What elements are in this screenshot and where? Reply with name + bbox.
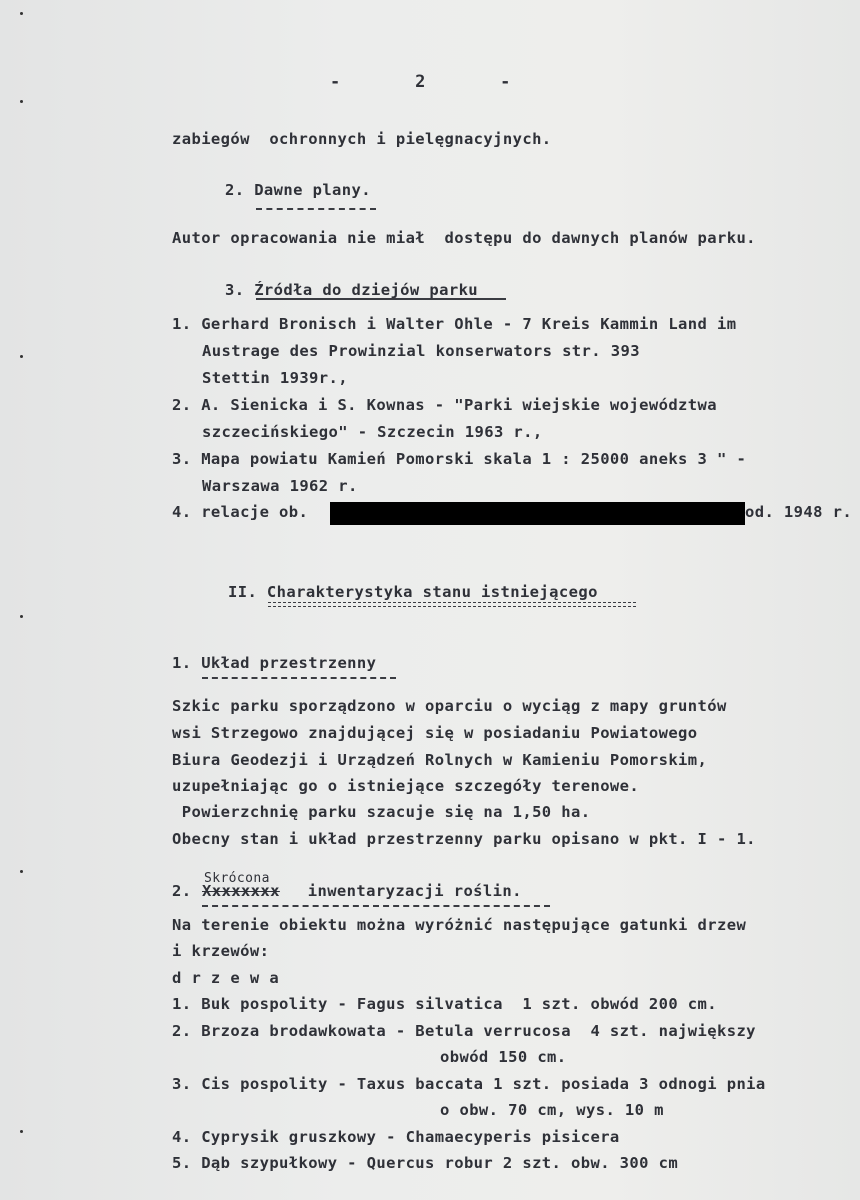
text-line: Szkic parku sporządzono w oparciu o wyciąg z mapy gruntów — [172, 697, 727, 715]
tree-item: 4. Cyprysik gruszkowy - Chamaecyperis pisicera — [172, 1128, 620, 1146]
tree-item: 5. Dąb szypułkowy - Quercus robur 2 szt. obw. 300 cm — [172, 1154, 679, 1172]
underline — [202, 905, 550, 907]
source-item-cont: Austrage des Prowinzial konserwators str. 393 — [202, 342, 640, 360]
punch-mark — [20, 870, 23, 873]
underline — [256, 208, 376, 210]
punch-mark — [20, 355, 23, 358]
subheading: 1. Układ przestrzenny — [172, 654, 377, 672]
source-item: 4. relacje ob. — [172, 503, 309, 521]
source-item-cont: Warszawa 1962 r. — [202, 477, 358, 495]
subheading-number: 2. — [172, 882, 192, 900]
text-line: zabiegów ochronnych i pielęgnacyjnych. — [172, 130, 552, 148]
punch-mark — [20, 100, 23, 103]
text-line: uzupełniając go o istniejące szczegóły terenowe. — [172, 777, 640, 795]
tree-item: 2. Brzoza brodawkowata - Betula verrucosa 4 szt. największy — [172, 1022, 756, 1040]
tree-item: 1. Buk pospolity - Fagus silvatica 1 szt. obwód 200 cm. — [172, 995, 717, 1013]
source-item-cont: od. 1948 r. — [745, 503, 853, 521]
category-label: d r z e w a — [172, 969, 280, 987]
source-item-cont: Stettin 1939r., — [202, 369, 348, 387]
underline — [256, 298, 506, 300]
double-underline — [268, 602, 636, 607]
punch-mark — [20, 615, 23, 618]
text-line: i krzewów: — [172, 942, 270, 960]
punch-mark — [20, 1130, 23, 1133]
text-line: Powierzchnię parku szacuje się na 1,50 ha. — [172, 803, 591, 821]
source-item: 3. Mapa powiatu Kamień Pomorski skala 1 : 25000 aneks 3 " - — [172, 450, 747, 468]
underline — [202, 677, 396, 679]
subheading: 3. Źródła do dziejów parku — [225, 281, 479, 299]
text-line: Na terenie obiektu można wyróżnić następujące gatunki drzew — [172, 916, 747, 934]
text-line: wsi Strzegowo znajdującej się w posiadaniu Powiatowego — [172, 724, 698, 742]
text-line: Autor opracowania nie miał dostępu do dawnych planów parku. — [172, 229, 756, 247]
handwritten-correction: Skrócona — [204, 871, 270, 886]
source-item: 1. Gerhard Bronisch i Walter Ohle - 7 Kreis Kammin Land im — [172, 315, 737, 333]
text-line: Biura Geodezji i Urządzeń Rolnych w Kamieniu Pomorskim, — [172, 751, 708, 769]
punch-mark — [20, 12, 23, 15]
text-line: Obecny stan i układ przestrzenny parku opisano w pkt. I - 1. — [172, 830, 756, 848]
source-item: 2. A. Sienicka i S. Kownas - "Parki wiejskie województwa — [172, 396, 717, 414]
tree-item-cont: obwód 150 cm. — [440, 1048, 567, 1066]
page-number: - 2 - — [330, 72, 511, 92]
redaction-bar — [330, 502, 745, 525]
struck-word: Xxxxxxxx — [202, 882, 280, 900]
subheading: inwentaryzacji roślin. — [298, 882, 522, 900]
section-heading: II. Charakterystyka stanu istniejącego — [228, 583, 598, 601]
subheading: 2. Dawne plany. — [225, 181, 371, 199]
source-item-cont: szczecińskiego" - Szczecin 1963 r., — [202, 423, 543, 441]
tree-item: 3. Cis pospolity - Taxus baccata 1 szt. posiada 3 odnogi pnia — [172, 1075, 766, 1093]
tree-item-cont: o obw. 70 cm, wys. 10 m — [440, 1101, 664, 1119]
